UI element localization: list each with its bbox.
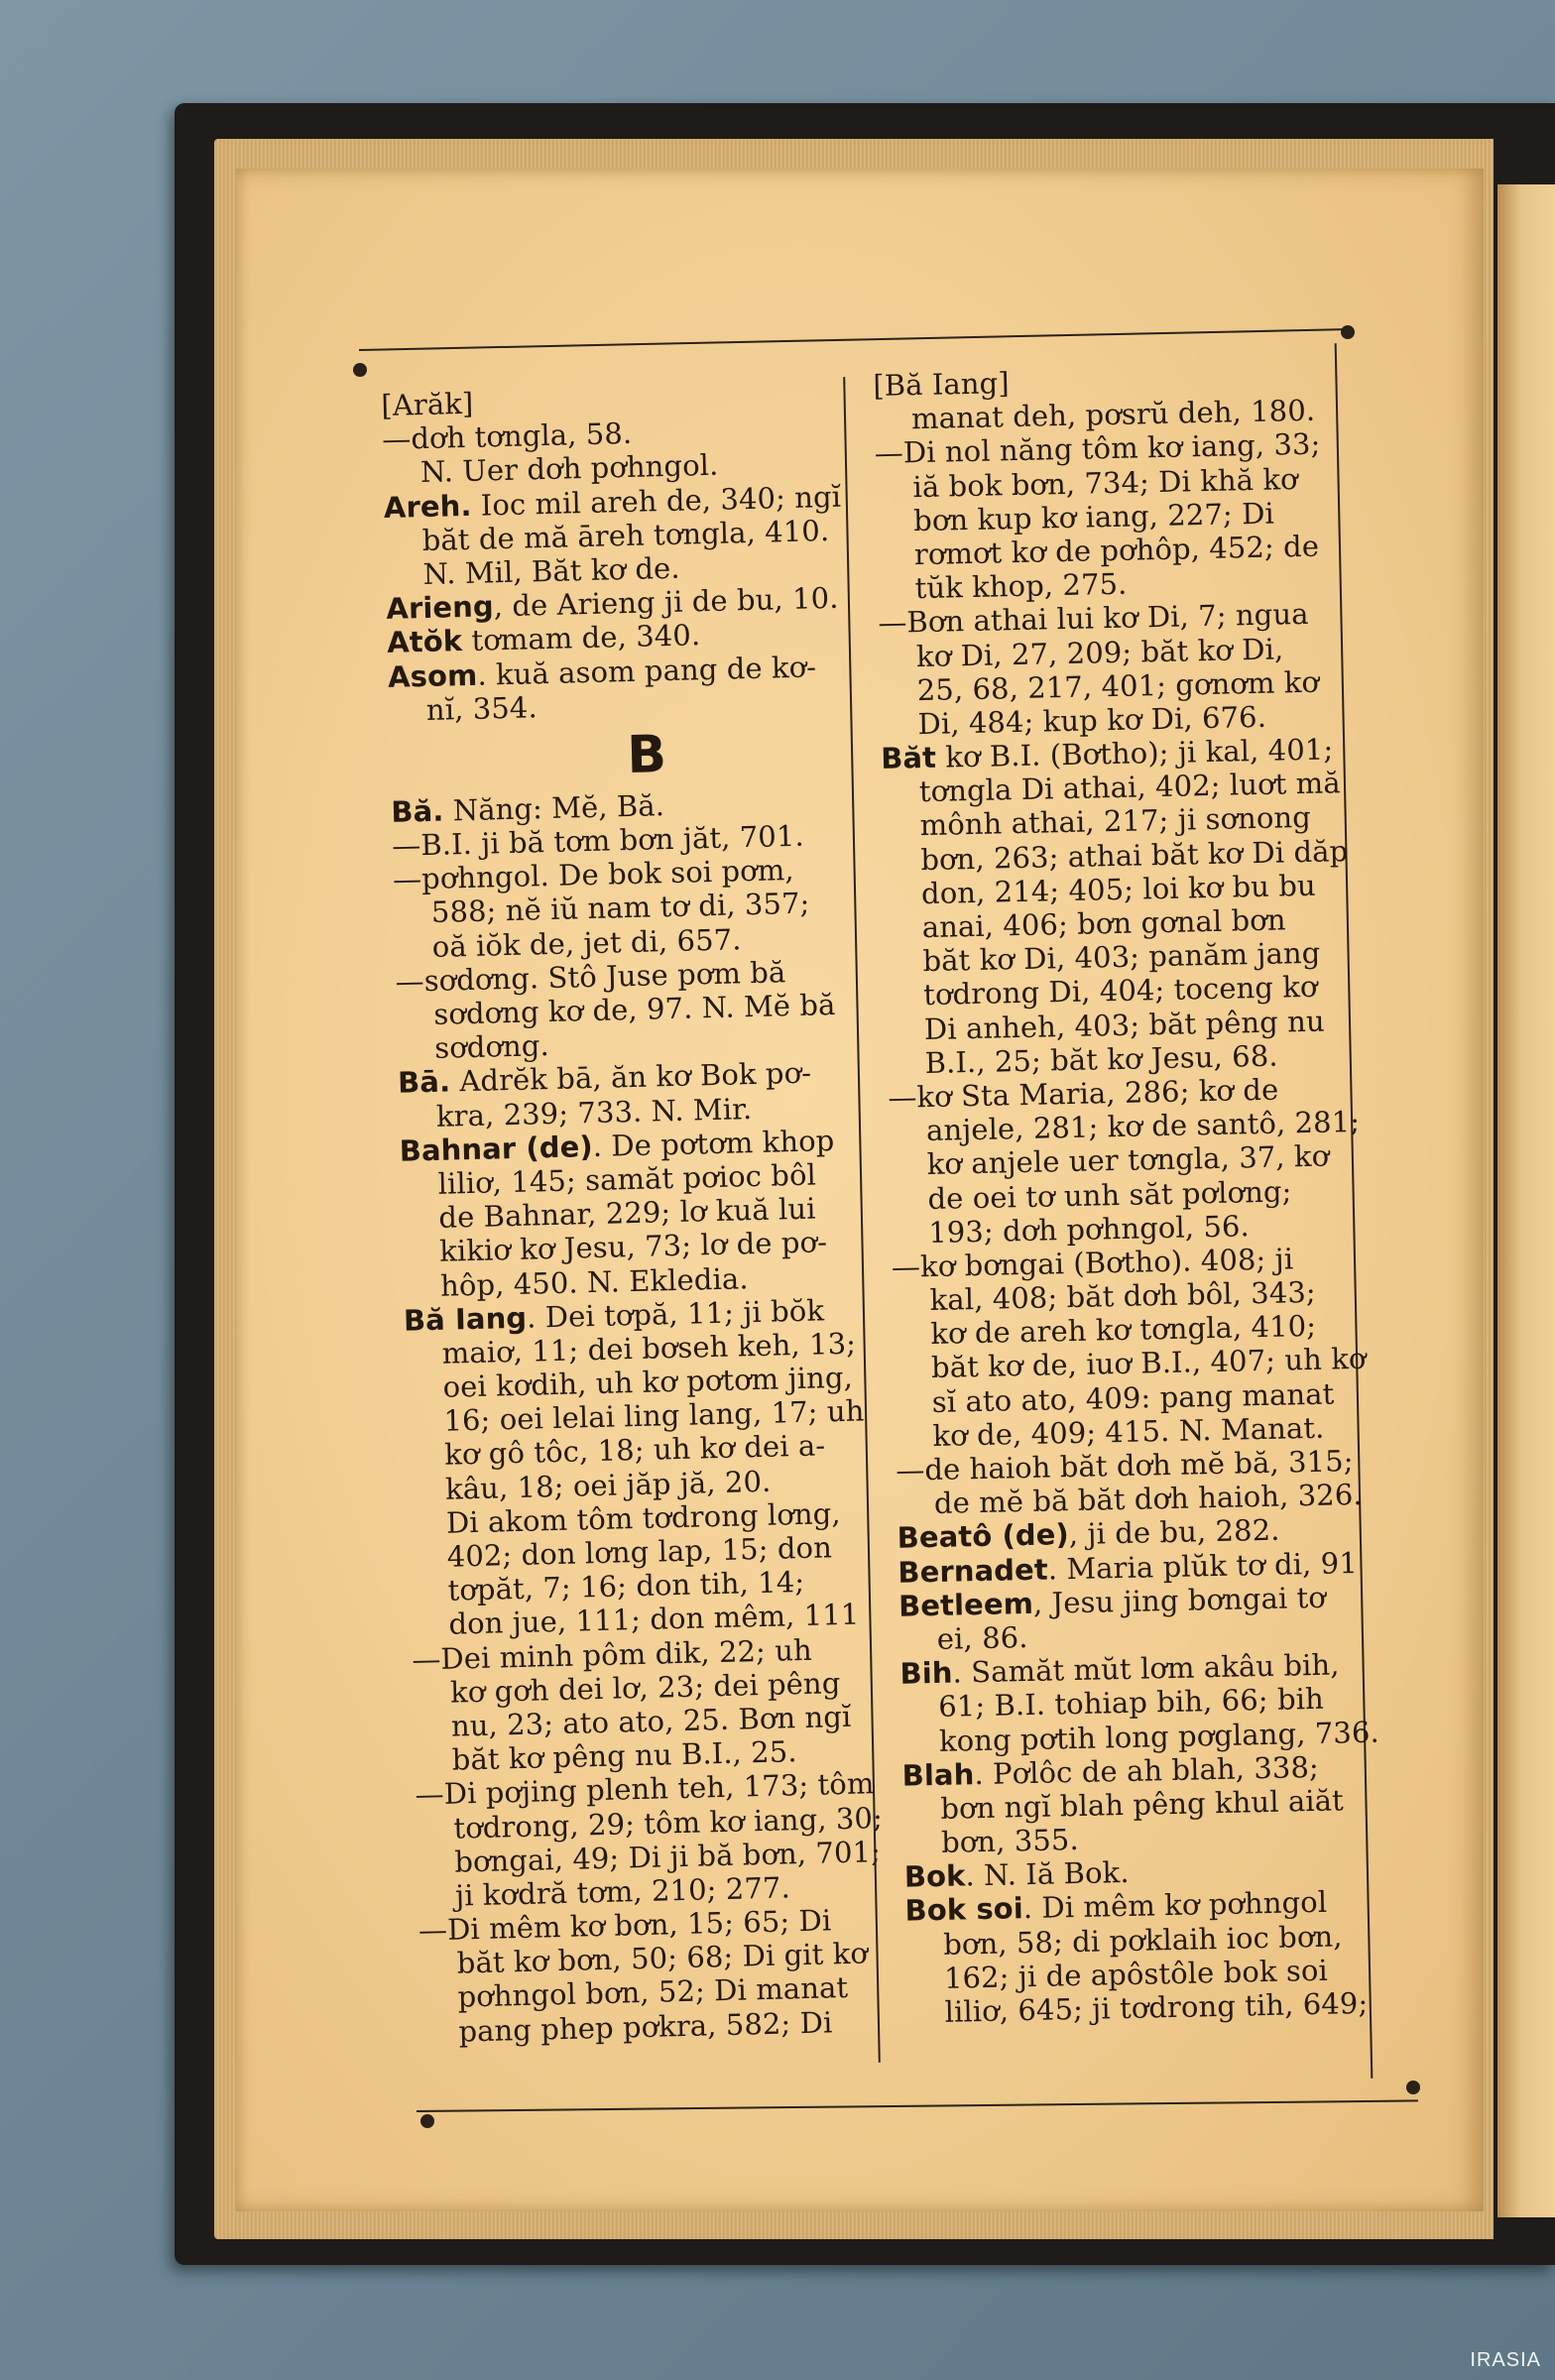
- entry-text: . Samăt mŭt lơm akâu bih,: [952, 1647, 1340, 1690]
- entry-text: kra, 239; 733. N. Mir.: [435, 1091, 753, 1133]
- entry-text: 588; nĕ iŭ nam tơ di, 357;: [430, 887, 810, 930]
- entry-text: —Di mêm kơ bơn, 15; 65; Di: [418, 1903, 832, 1948]
- entry-headword: Bih: [899, 1655, 953, 1691]
- entry-text: nu, 23; ato ato, 25. Bơn ngĭ: [450, 1699, 852, 1743]
- entry-text: 162; ji de apôstôle bok soi: [943, 1953, 1329, 1995]
- entry-text: —kơ bơngai (Bơtho). 408; ji: [891, 1242, 1294, 1284]
- entry-text: anjele, 281; kơ de santô, 281;: [925, 1105, 1361, 1148]
- entry-text: tơmam de, 340.: [461, 618, 701, 658]
- entry-text: manat deh, pơsrŭ deh, 180.: [910, 393, 1316, 436]
- entry-text: kikiơ kơ Jesu, 73; lơ de pơ-: [438, 1225, 828, 1269]
- entry-text: băt kơ pêng nu B.I., 25.: [451, 1734, 798, 1777]
- entry-text: Di, 484; kup kơ Di, 676.: [917, 699, 1267, 741]
- ornament-icon: [353, 363, 367, 377]
- entry-text: liliơ, 645; ji tơdrong tih, 649;: [944, 1985, 1369, 2029]
- entry-text: bơn, 58; di pơklaih ioc bơn,: [942, 1919, 1343, 1962]
- entry-text: bơn, 355.: [940, 1823, 1080, 1859]
- left-entries-a: [382, 410, 904, 727]
- entry-text: B.I., 25; băt kơ Jesu, 68.: [924, 1038, 1278, 1080]
- entry-headword: Atŏk: [386, 624, 463, 660]
- entry-text: mônh athai, 217; ji sơnong: [919, 800, 1312, 843]
- entry-headword: Beatô (de): [897, 1517, 1070, 1556]
- entry-text: tơngla Di athai, 402; luơt mă: [918, 766, 1342, 809]
- entry-text: băt kơ bơn, 50; 68; Di git kơ: [456, 1936, 869, 1980]
- entry-headword: Bernadet: [897, 1552, 1049, 1590]
- entry-headword: Blah: [901, 1756, 975, 1793]
- entry-text: —kơ Sta Maria, 286; kơ de: [888, 1072, 1279, 1115]
- entry-headword: Bahnar (de): [399, 1129, 594, 1168]
- entry-text: bơn ngĭ blah pêng khul aiăt: [940, 1783, 1345, 1826]
- entry-text: —Bơn athai lui kơ Di, 7; ngua: [878, 597, 1309, 641]
- entry-text: kơ B.I. (Bơtho); ji kal, 401;: [935, 732, 1334, 774]
- entry-text: —Di pơjing plenh teh, 173; tôm: [415, 1766, 875, 1812]
- entry-text: bơngai, 49; Di ji bă bơn, 701;: [453, 1834, 882, 1879]
- entry-text: —de haioh băt dơh mĕ bă, 315;: [895, 1444, 1354, 1488]
- entry-text: sĭ ato ato, 409: pang manat: [931, 1376, 1335, 1419]
- entry-headword: Bă.: [391, 793, 444, 829]
- entry-text: kơ gô tôc, 18; uh kơ dei a-: [443, 1428, 826, 1473]
- entry-headword: Areh.: [383, 488, 472, 525]
- left-column: [381, 376, 937, 2049]
- entry-headword: Băt: [880, 740, 937, 775]
- entry-text: tơpăt, 7; 16; don tih, 14;: [447, 1565, 805, 1607]
- entry-text: . Maria plŭk tơ di, 91: [1047, 1545, 1359, 1587]
- entry-text: . N. Iă Bok.: [965, 1855, 1130, 1893]
- ornament-icon: [420, 2114, 434, 2128]
- entry-text: liliơ, 145; samăt pơioc bôl: [437, 1157, 817, 1201]
- right-column: [873, 358, 1423, 2030]
- entry-text: ji kơdră tơm, 210; 277.: [454, 1870, 791, 1913]
- entry-text: băt de mă āreh tơngla, 410.: [421, 513, 830, 557]
- entry-headword: Bok soi: [904, 1891, 1024, 1929]
- left-entries-b: [391, 782, 937, 2049]
- entry-headword: Bă Iang: [403, 1300, 528, 1338]
- entry-text: —pơhngol. De bok soi pơm,: [392, 853, 795, 897]
- entry-text: —dơh tơngla, 58.: [381, 416, 633, 457]
- entry-text: pang phep pơkra, 582; Di: [458, 2004, 833, 2049]
- entry-text: kơ de areh kơ tơngla, 410;: [930, 1309, 1317, 1352]
- entry-text: kal, 408; băt dơh bôl, 343;: [929, 1274, 1317, 1318]
- entry-text: Adrĕk bā, ăn kơ Bok pơ-: [449, 1055, 812, 1099]
- entry-text: sơdơng.: [433, 1028, 550, 1066]
- ornament-icon: [1341, 325, 1355, 339]
- entry-text: 25, 68, 217, 401; gơnơm kơ: [916, 664, 1320, 707]
- entry-headword: Arieng: [386, 589, 495, 627]
- entry-text: , de Arieng ji de bu, 10.: [493, 580, 839, 624]
- entry-text: —B.I. ji bă tơm bơn jăt, 701.: [391, 818, 805, 863]
- entry-headword: Bok: [903, 1858, 966, 1894]
- entry-text: —Dei minh pôm dik, 22; uh: [411, 1632, 813, 1677]
- entry-text: 402; don lơng lap, 15; don: [446, 1530, 833, 1574]
- entry-text: . Di mêm kơ pơhngol: [1022, 1885, 1328, 1926]
- entry-text: kơ anjele uer tơngla, 37, kơ: [926, 1138, 1330, 1182]
- entry-text: kơ gơh dei lơ, 23; dei pêng: [449, 1665, 841, 1710]
- entry-text: . De pơtơm khop: [592, 1123, 835, 1163]
- entry-text: de mĕ bă băt dơh haioh, 326.: [933, 1478, 1363, 1521]
- entry-text: . Dei tơpă, 11; ji bŏk: [526, 1293, 825, 1335]
- entry-text: 16; oei lelai ling lang, 17; uh: [443, 1393, 865, 1439]
- entry-text: ei, 86.: [936, 1619, 1028, 1656]
- entry-text: , ji de bu, 282.: [1068, 1513, 1280, 1552]
- entry-text: băt kơ Di, 403; panăm jang: [922, 935, 1321, 979]
- entry-text: anai, 406; bơn gơnal bơn: [921, 902, 1286, 945]
- entry-text: tơdrong, 29; tôm kơ iang, 30;: [453, 1800, 884, 1845]
- entry-text: N. Uer dơh pơhngol.: [419, 448, 719, 490]
- entry-text: oă iŏk de, jet di, 657.: [431, 921, 742, 964]
- entry-text: maiơ, 11; dei bơseh keh, 13;: [441, 1326, 857, 1370]
- running-head-right: [Bă Iang]: [873, 366, 1011, 403]
- entry-text: bơn kup kơ iang, 227; Di: [912, 496, 1275, 537]
- running-head-left: [Arăk]: [381, 386, 474, 422]
- entry-text: don jue, 111; don mêm, 111: [448, 1597, 860, 1642]
- entry-text: 193; dơh pơhngol, 56.: [927, 1208, 1251, 1250]
- entry-text: . kuă asom pang de kơ-: [476, 649, 817, 692]
- ornament-icon: [1406, 2081, 1420, 2094]
- entry-text: de Bahnar, 229; lơ kuă lui: [438, 1191, 816, 1235]
- entry-text: —Di nol năng tôm kơ iang, 33;: [874, 426, 1321, 471]
- entry-headword: Betleem: [897, 1586, 1034, 1623]
- entry-text: 61; B.I. tohiap bih, 66; bih: [937, 1682, 1325, 1725]
- entry-text: kong pơtih long pơglang, 736.: [938, 1715, 1380, 1758]
- entry-text: kơ de, 409; 415. N. Manat.: [932, 1410, 1325, 1453]
- entry-text: rơmơt kơ de pơhôp, 452; de: [913, 529, 1320, 572]
- entry-text: Di akom tôm tơdrong lơng,: [445, 1495, 842, 1540]
- entry-text: oei kơdih, uh kơ pơtơm jing,: [442, 1360, 854, 1404]
- entry-text: tơdrong Di, 404; toceng kơ: [922, 970, 1318, 1012]
- entry-text: kâu, 18; oei jăp jă, 20.: [444, 1464, 772, 1506]
- entry-text: Di anheh, 403; băt pêng nu: [923, 1004, 1326, 1046]
- entry-text: hôp, 450. N. Ekledia.: [439, 1260, 749, 1303]
- entry-text: tŭk khop, 275.: [914, 566, 1128, 606]
- section-letter: B: [626, 724, 669, 785]
- entry-text: don, 214; 405; loi kơ bu bu: [920, 868, 1317, 910]
- entry-text: , Jesu jing bơngai tơ: [1032, 1580, 1327, 1620]
- entry-text: pơhngol bơn, 52; Di manat: [457, 1970, 849, 2015]
- entry-text: nĭ, 354.: [425, 689, 538, 727]
- entry-text: băt kơ de, iuơ B.I., 407; uh kơ: [930, 1342, 1367, 1385]
- entry-text: —sơdơng. Stô Juse pơm bă: [395, 955, 786, 999]
- watermark: IRASIA: [1470, 2349, 1541, 2371]
- entry-text: bơn, 263; athai băt kơ Di dăp: [920, 833, 1349, 877]
- entry-text: N. Mil, Băt kơ de.: [422, 550, 681, 591]
- entry-text: Năng: Mĕ, Bă.: [442, 788, 665, 828]
- entry-headword: Bā.: [397, 1064, 451, 1101]
- entry-text: sơdơng kơ de, 97. N. Mĕ bă: [433, 987, 836, 1031]
- entry-text: . Pơlôc de ah blah, 338;: [974, 1749, 1320, 1791]
- entry-text: kơ Di, 27, 209; băt kơ Di,: [915, 631, 1284, 673]
- entry-text: iă bok bơn, 734; Di khă kơ: [912, 461, 1298, 504]
- entry-text: de oei tơ unh săt pơlơng;: [927, 1173, 1292, 1216]
- entry-headword: Asom: [387, 657, 478, 694]
- entry-text: Ioc mil areh de, 340; ngĭ: [471, 479, 842, 523]
- right-entries: [874, 392, 1423, 2030]
- facing-page-edge: [1497, 184, 1555, 2217]
